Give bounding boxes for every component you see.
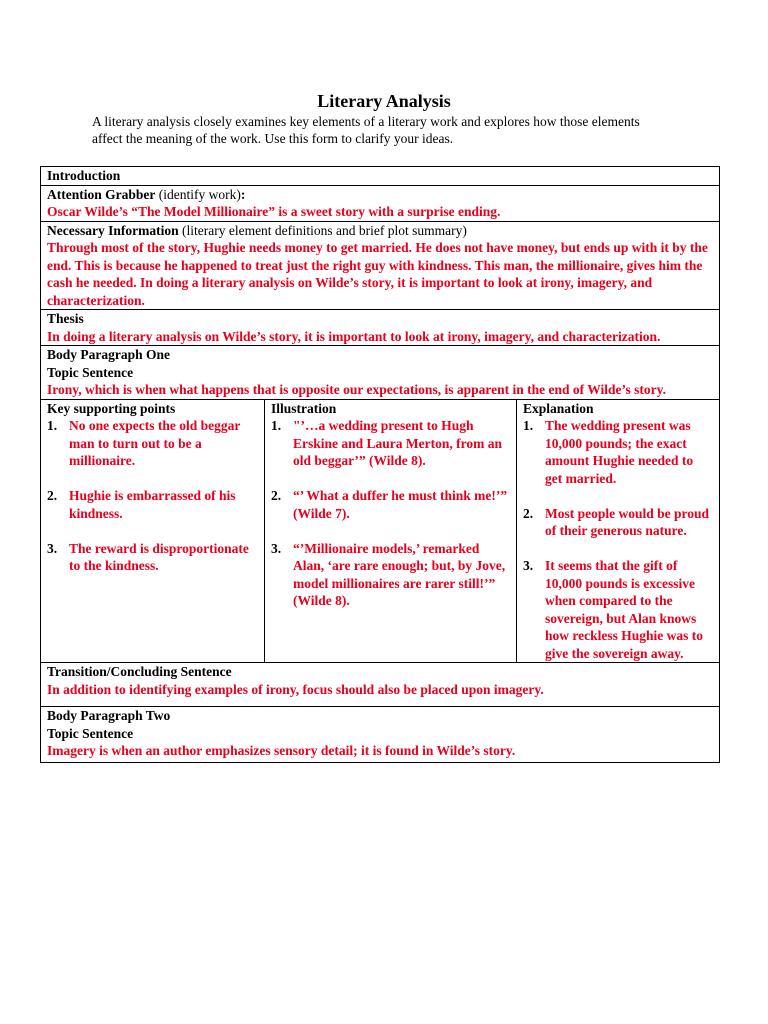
key-points-list	[47, 417, 258, 575]
list-number: 3.	[523, 558, 534, 573]
key-points-cell	[41, 399, 265, 663]
explanation-list	[523, 417, 713, 662]
necessary-info-label: Necessary Information	[47, 222, 179, 238]
list-item	[271, 417, 510, 470]
transition-answer: In addition to identifying examples of irony, focus should also be placed upon imagery.	[47, 681, 544, 697]
list-number: 1.	[523, 418, 534, 433]
list-item	[523, 417, 713, 487]
illustration-header: Illustration	[271, 400, 337, 416]
thesis-cell	[41, 310, 720, 346]
illustration-list	[271, 417, 510, 610]
analysis-form-table	[40, 166, 720, 763]
list-item	[47, 417, 258, 470]
introduction-heading-row	[41, 167, 720, 186]
explanation-header: Explanation	[523, 400, 594, 416]
necessary-info-cell	[41, 221, 720, 310]
page-title: Literary Analysis	[317, 91, 451, 111]
list-item	[523, 557, 713, 662]
transition-cell	[41, 663, 720, 707]
illustration-cell	[265, 399, 517, 663]
necessary-info-note: (literary element definitions and brief plot summary)	[178, 222, 467, 238]
key-points-header: Key supporting points	[47, 400, 176, 416]
list-item	[47, 487, 258, 522]
body-two-topic-cell	[41, 707, 720, 763]
illustration-text: “’Millionaire models,’ remarked Alan, ‘are rare enough; but, by Jove, model millionaires are rarer still!’” (Wilde 8).	[293, 540, 506, 608]
thesis-label: Thesis	[47, 311, 84, 326]
list-item	[271, 540, 510, 610]
list-item	[47, 540, 258, 575]
attention-grabber-label: Attention Grabber	[47, 186, 156, 202]
transition-row	[41, 663, 720, 707]
attention-grabber-colon: :	[240, 186, 246, 202]
necessary-info-answer: Through most of the story, Hughie needs money to get married. He does not have money, but ends up with it by the end. This is because he happened to treat just the right guy with kindness. This man, the millionaire, gives him the cash he needed. In doing a literary analysis on Wilde’s story, it is important to look at irony, imagery, and characterization.	[47, 240, 708, 308]
key-point-text: Hughie is embarrassed of his kindness.	[69, 488, 236, 521]
attention-grabber-row	[41, 185, 720, 221]
list-number: 1.	[271, 418, 282, 433]
attention-grabber-cell	[41, 185, 720, 221]
introduction-heading: Introduction	[41, 167, 720, 186]
body-one-topic-row	[41, 346, 720, 400]
explanation-text: Most people would be proud of their generous nature.	[545, 505, 710, 538]
body-two-heading: Body Paragraph Two	[47, 708, 171, 723]
thesis-row	[41, 310, 720, 346]
body-two-topic-row	[41, 707, 720, 763]
explanation-text: The wedding present was 10,000 pounds; the exact amount Hughie needed to get married.	[545, 418, 694, 486]
explanation-text: It seems that the gift of 10,000 pounds is excessive when compared to the sovereign, but Alan knows how reckless Hughie was to give the sovereign away.	[545, 558, 704, 661]
supporting-columns-row	[41, 399, 720, 663]
key-point-text: No one expects the old beggar man to turn out to be a millionaire.	[69, 418, 241, 468]
necessary-info-row	[41, 221, 720, 310]
list-number: 3.	[47, 540, 58, 556]
list-number: 2.	[271, 488, 282, 503]
list-number: 2.	[47, 488, 58, 503]
body-two-topic-label: Topic Sentence	[47, 725, 134, 741]
illustration-text: “’ What a duffer he must think me!’” (Wilde 7).	[293, 488, 508, 521]
list-item	[523, 505, 713, 540]
thesis-answer: In doing a literary analysis on Wilde’s story, it is important to look at irony, imagery, and characterization.	[47, 328, 661, 344]
transition-label: Transition/Concluding Sentence	[47, 664, 232, 679]
illustration-text: "’…a wedding present to Hugh Erskine and Laura Merton, from an old beggar’” (Wilde 8).	[293, 418, 503, 468]
attention-grabber-answer: Oscar Wilde’s “The Model Millionaire” is a sweet story with a surprise ending.	[47, 204, 501, 219]
key-point-text: The reward is disproportionate to the kindness.	[69, 540, 249, 573]
explanation-cell	[517, 399, 720, 663]
body-one-topic-label: Topic Sentence	[47, 364, 134, 380]
attention-grabber-note: (identify work)	[155, 186, 241, 202]
list-item	[271, 487, 510, 522]
body-one-topic-answer: Irony, which is when what happens that is opposite our expectations, is apparent in the end of Wilde’s story.	[47, 382, 666, 397]
body-one-topic-cell	[41, 346, 720, 400]
list-number: 1.	[47, 418, 58, 433]
body-one-heading: Body Paragraph One	[47, 347, 171, 362]
body-two-topic-answer: Imagery is when an author emphasizes sensory detail; it is found in Wilde’s story.	[47, 743, 516, 758]
list-number: 3.	[271, 540, 282, 556]
list-number: 2.	[523, 505, 534, 521]
intro-paragraph: A literary analysis closely examines key elements of a literary work and explores how those elements affect the meaning of the work. Use this form to clarify your ideas.	[92, 114, 640, 146]
